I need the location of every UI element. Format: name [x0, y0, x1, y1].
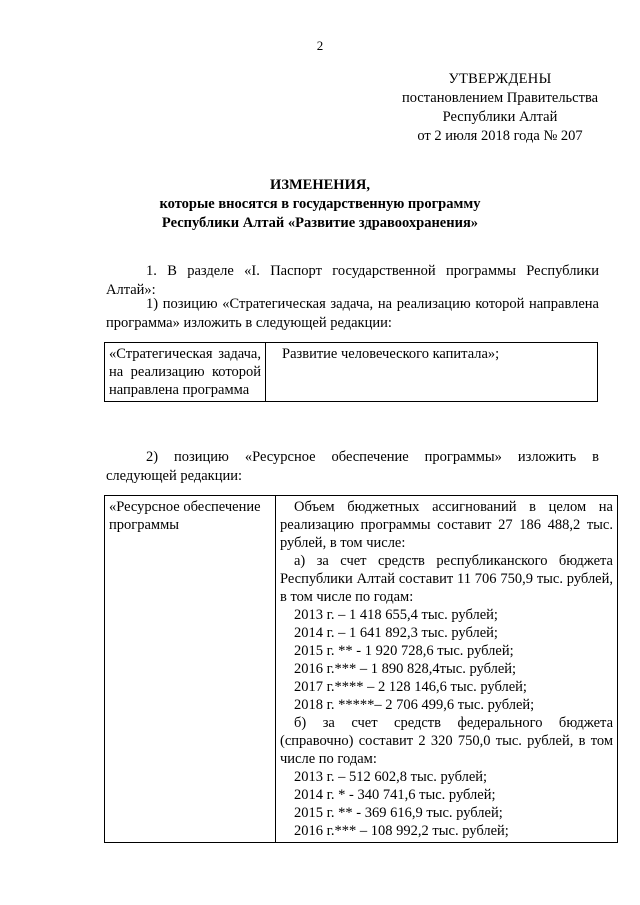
- table-cell-value: [276, 496, 618, 843]
- resource-table: [104, 495, 618, 843]
- approval-date: от 2 июля 2018 года № 207: [417, 128, 583, 144]
- paragraph-section-1: 1. В разделе «I. Паспорт государственной программы Республики Алтай»:: [106, 263, 599, 298]
- approval-title: УТВЕРЖДЕНЫ: [448, 71, 552, 87]
- year-line: 2013 г. – 512 602,8 тыс. рублей;: [294, 769, 488, 785]
- heading-line: Республики Алтай «Развитие здравоохранения»: [161, 215, 479, 231]
- budget-intro: Объем бюджетных ассигнований в целом на реализацию программы составит 27 186 488,2 тыс. рублей, в том числе:: [280, 499, 613, 551]
- year-line: 2014 г. * - 340 741,6 тыс. рублей;: [294, 787, 496, 803]
- year-line: 2015 г. ** - 369 616,9 тыс. рублей;: [294, 805, 503, 821]
- heading-title: ИЗМЕНЕНИЯ,: [270, 177, 370, 193]
- table-row: [105, 343, 598, 402]
- paragraph-item-1: 1) позицию «Стратегическая задача, на реализацию которой направлена программа» изложить в следующей редакции:: [106, 296, 599, 331]
- federal-budget-intro: б) за счет средств федерального бюджета (справочно) составит 2 320 750,0 тыс. рублей, в том числе по годам:: [280, 715, 613, 767]
- table-cell-label: «Ресурсное обеспечение программы: [105, 496, 276, 843]
- document-heading: [90, 176, 550, 233]
- year-line: 2016 г.*** – 108 992,2 тыс. рублей;: [294, 823, 509, 839]
- year-line: 2014 г. – 1 641 892,3 тыс. рублей;: [294, 625, 498, 641]
- year-line: 2016 г.*** – 1 890 828,4тыс. рублей;: [294, 661, 517, 677]
- regional-budget-intro: а) за счет средств республиканского бюджета Республики Алтай составит 11 706 750,9 тыс. рублей, в том числе по годам:: [280, 553, 613, 605]
- strategic-task-table: [104, 342, 598, 402]
- year-line: 2015 г. ** - 1 920 728,6 тыс. рублей;: [294, 643, 514, 659]
- year-line: 2013 г. – 1 418 655,4 тыс. рублей;: [294, 607, 498, 623]
- paragraph-item-2: 2) позицию «Ресурсное обеспечение программы» изложить в следующей редакции:: [106, 449, 599, 484]
- table-cell-label: «Стратегическая задача, на реализацию которой направлена программа: [105, 343, 266, 402]
- table-row: [105, 496, 618, 843]
- heading-line: которые вносятся в государственную программу: [159, 196, 481, 212]
- table-cell-value: Развитие человеческого капитала»;: [266, 343, 598, 402]
- year-line: 2017 г.**** – 2 128 146,6 тыс. рублей;: [294, 679, 527, 695]
- approval-line: постановлением Правительства: [401, 90, 599, 106]
- approval-line: Республики Алтай: [442, 109, 558, 125]
- approval-block: [380, 70, 620, 146]
- page-number: 2: [316, 38, 324, 53]
- year-line: 2018 г. *****– 2 706 499,6 тыс. рублей;: [294, 697, 535, 713]
